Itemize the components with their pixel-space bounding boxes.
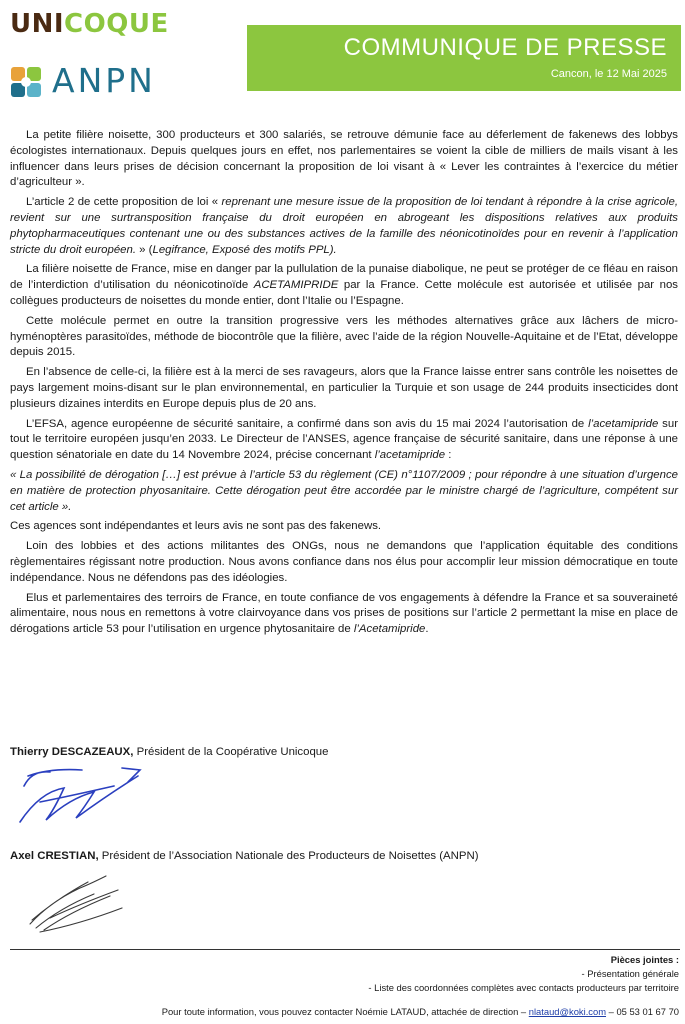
contact-text: Pour toute information, vous pouvez contacter Noémie LATAUD, attachée de direction – [161,1006,529,1017]
paragraph-2 [10,195,678,258]
press-release-body [10,128,678,642]
p9-text-a: Elus et parlementaires des terroirs de France, en toute confiance de vos engagements à défendre la France et sa souveraineté alimentaire, nous nous en remettons à votre clairvoyance dans vos prises de positions sur l’article 2 permettant la mise en place de dérogations article 53 pour l’utilisation en urgence phytosanitaire de [10,591,678,636]
signatory-2-role: Président de l’Association Nationale des Producteurs de Noisettes (ANPN) [98,850,479,862]
paragraph-7: Ces agences sont indépendantes et leurs avis ne sont pas des fakenews. [10,520,382,533]
contact-phone: – 05 53 01 67 70 [606,1006,679,1017]
paragraph-9 [10,591,678,638]
p3-molecule: ACETAMIPRIDE [253,279,339,292]
signatory-1 [10,746,328,758]
p6-text-e: : [445,449,452,462]
signatory-2-name: Axel CRESTIAN, [10,850,99,862]
unicoque-logo-uni: UNI [10,9,65,39]
press-release-banner [247,25,681,91]
contact-line [162,1006,679,1017]
p2-text-c: » ( [136,243,153,256]
p6-text-a: L’EFSA, agence européenne de sécurité sanitaire, a confirmé dans son avis du 15 mai 2024 l’autorisation de [26,417,589,430]
p6-text-c: sur tout le territoire européen jusqu’en 2033. Le Directeur de l’ANSES, agence française de sécurité sanitaire, dans une réponse à une question sénatoriale en date du 14 Novembre 2024, précise concernant [10,417,678,462]
p2-quote: reprenant une mesure issue de la proposition de loi tendant à répondre à la crise agricole, revient sur une surtransposition française du droit européen en abrogeant les dispositions relatives aux produits phytopharmaceutiques contenant une ou des substances actives de la famille des néonicotinoïdes pour en revenir à l’application stricte du droit européen. [10,196,678,256]
signature-crestian [10,868,130,938]
anpn-logo [10,61,190,100]
press-release-title: COMMUNIQUE DE PRESSE [343,34,667,61]
anses-quote: « La possibilité de dérogation […] est prévue à l’article 53 du règlement (CE) n°1107/2009 ; pour répondre à une situation d’urgence en matière de protection phyosanitaire. Cette dérogation peut être accordée par le ministre chargé de l’agriculture, compétent sur cet article ». [10,468,678,513]
press-release-date: Cancon, le 12 Mai 2025 [550,68,667,80]
p3-text-a: La filière noisette de France, mise en danger par la pullulation de la punaise diabolique, ne peut se protéger de ce fléau en raison de l’interdiction d’utilisation du néonicotinoïde [10,263,678,292]
p6-molecule-1: l’acetamipride [588,417,659,430]
signatory-2 [10,850,479,862]
attachment-item: - Présentation générale [581,968,679,979]
p2-source: Legifrance, Exposé des motifs PPL). [152,243,337,256]
paragraph-5: En l’absence de celle-ci, la filière est à la merci de ses ravageurs, alors que la France laisse entrer sans contrôle les noisettes de pays largement moins-disant sur le plan environnemental, en particulier la Turquie et son usage de 244 produits insecticides dont plusieurs dizaines interdits en Europe depuis plus de 20 ans. [10,366,678,410]
paragraph-4: Cette molécule permet en outre la transition progressive vers les méthodes alternatives grâce aux lâchers de micro-hyménoptères parasitoïdes, méthode de biocontrôle que la filière, avec l’aide de la région Nouvelle-Aquitaine et de l’Etat, développe depuis 2015. [10,314,678,359]
paragraph-1: La petite filière noisette, 300 producteurs et 300 salariés, se retrouve démunie face au déferlement de fakenews des lobbys écologistes internationaux. Depuis quelques jours en effet, nos parlementaires se voient la cible de milliers de mails visant à les influencer dans leurs prises de décision concernant la proposition de loi visant à « Lever les contraintes à l’exercice du métier d’agriculteur ». [10,129,678,189]
attachments-title: Pièces jointes : [610,954,679,965]
signature-descazeaux [10,762,150,834]
contact-email-link[interactable]: nlataud@koki.com [528,1006,607,1017]
footer-divider [10,949,680,950]
paragraph-8: Loin des lobbies et des actions militantes des ONGs, nous ne demandons que l’application équitable des conditions règlementaires régissant notre production. Nous avons confiance dans nos élus pour accomplir leur mission démocratique en toute indépendance. Nous ne défendons pas des idéologies. [10,540,678,584]
p9-text-c: . [425,623,429,636]
p3-text-c: par la France. Cette molécule est autorisée et utilisée par nos collègues producteurs de noisettes du monde entier, dont l’Italie ou l’Espagne. [10,279,679,307]
anpn-logo-text: ANPN [52,61,156,100]
anpn-nut-icon [10,66,42,98]
p9-molecule: l’Acetamipride [353,623,426,636]
attachments-list [368,953,679,995]
attachment-item: - Liste des coordonnées complètes avec contacts producteurs par territoire [368,982,679,993]
p6-molecule-2: l’acetamipride [374,449,446,462]
signatory-1-role: Président de la Coopérative Unicoque [133,746,329,758]
unicoque-logo [10,10,169,38]
paragraph-6 [10,417,678,464]
p2-text-a: L’article 2 de cette proposition de loi « [26,196,222,209]
signatory-1-name: Thierry DESCAZEAUX, [10,746,134,758]
paragraph-3 [10,262,678,309]
unicoque-logo-coque: COQUE [64,9,169,39]
